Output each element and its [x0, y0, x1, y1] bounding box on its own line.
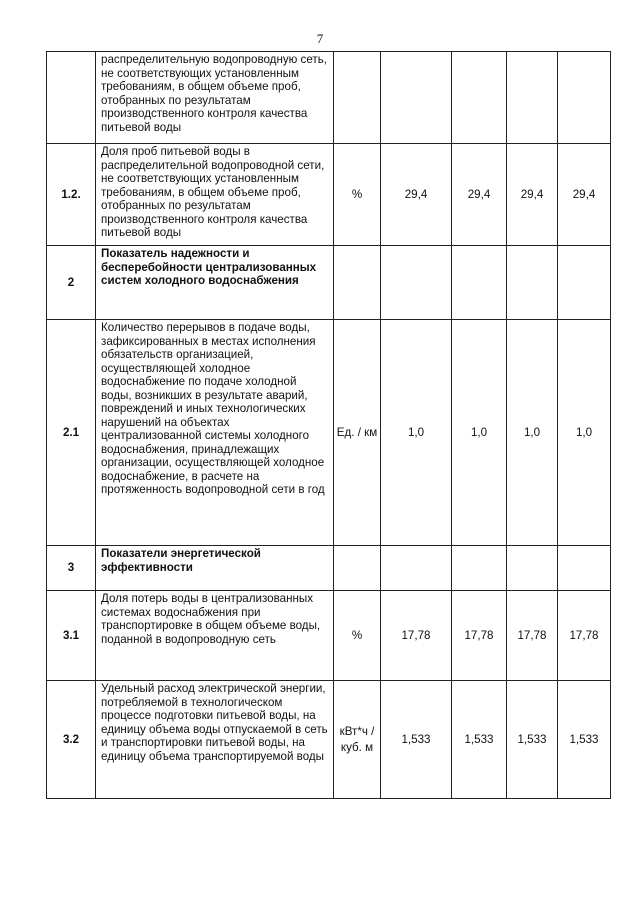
row-value-1	[381, 52, 452, 144]
row-value-3	[507, 546, 558, 591]
row-number: 1.2.	[47, 144, 96, 246]
row-unit	[334, 546, 381, 591]
indicators-table	[46, 51, 611, 799]
row-description: распределительную водопроводную сеть, не соответствующих установленным требованиям, в общем объеме проб, отобранных по результатам производственного контроля качества питьевой воды	[96, 52, 334, 144]
row-value-2: 1,533	[452, 681, 507, 799]
row-number: 3.2	[47, 681, 96, 799]
table-row	[47, 681, 611, 799]
page-number: 7	[316, 31, 324, 46]
row-value-1: 29,4	[381, 144, 452, 246]
row-value-2: 1,0	[452, 320, 507, 546]
row-value-4: 29,4	[558, 144, 611, 246]
row-number: 3.1	[47, 591, 96, 681]
row-value-4: 17,78	[558, 591, 611, 681]
row-number: 2	[47, 246, 96, 320]
row-unit	[334, 246, 381, 320]
row-value-4	[558, 246, 611, 320]
row-value-4: 1,533	[558, 681, 611, 799]
row-value-3: 1,533	[507, 681, 558, 799]
row-value-4	[558, 546, 611, 591]
row-number: 2.1	[47, 320, 96, 546]
row-unit	[334, 52, 381, 144]
row-value-1	[381, 546, 452, 591]
row-value-3: 17,78	[507, 591, 558, 681]
row-unit: кВт*ч /куб. м	[334, 681, 381, 799]
table-row	[47, 546, 611, 591]
row-number: 3	[47, 546, 96, 591]
row-description: Показатели энергетической эффективности	[96, 546, 334, 591]
row-unit: %	[334, 591, 381, 681]
table-row	[47, 591, 611, 681]
row-description: Количество перерывов в подаче воды, зафиксированных в местах исполнения обязательств организацией, осуществляющей холодное водоснабжение по подаче холодной воды, возникших в результате аварий, повреждений и иных технологических нарушений на объектах централизованной системы холодного водоснабжения, принадлежащих организации, осуществляющей холодное водоснабжение, в расчете на протяженность водопроводной сети в год	[96, 320, 334, 546]
row-value-1: 17,78	[381, 591, 452, 681]
row-unit: Ед. / км	[334, 320, 381, 546]
row-value-4	[558, 52, 611, 144]
row-value-2: 17,78	[452, 591, 507, 681]
row-value-1: 1,0	[381, 320, 452, 546]
row-value-3: 29,4	[507, 144, 558, 246]
row-value-2	[452, 546, 507, 591]
row-value-2	[452, 246, 507, 320]
row-value-3	[507, 52, 558, 144]
table-row	[47, 320, 611, 546]
row-unit: %	[334, 144, 381, 246]
row-description: Доля потерь воды в централизованных системах водоснабжения при транспортировке в общем объеме воды, поданной в водопроводную сеть	[96, 591, 334, 681]
row-description: Доля проб питьевой воды в распределительной водопроводной сети, не соответствующих установленным требованиям, в общем объеме проб, отобранных по результатам производственного контроля качества питьевой воды	[96, 144, 334, 246]
table-row	[47, 52, 611, 144]
row-value-1: 1,533	[381, 681, 452, 799]
row-description: Показатель надежности и бесперебойности централизованных систем холодного водоснабжения	[96, 246, 334, 320]
row-value-2: 29,4	[452, 144, 507, 246]
row-value-3	[507, 246, 558, 320]
row-value-4: 1,0	[558, 320, 611, 546]
table-row	[47, 246, 611, 320]
row-value-2	[452, 52, 507, 144]
row-description: Удельный расход электрической энергии, потребляемой в технологическом процессе подготовки питьевой воды, на единицу объема воды отпускаемой в сеть и транспортировки питьевой воды, на единицу объема транспортируемой воды	[96, 681, 334, 799]
table-row	[47, 144, 611, 246]
row-value-3: 1,0	[507, 320, 558, 546]
row-value-1	[381, 246, 452, 320]
row-number	[47, 52, 96, 144]
